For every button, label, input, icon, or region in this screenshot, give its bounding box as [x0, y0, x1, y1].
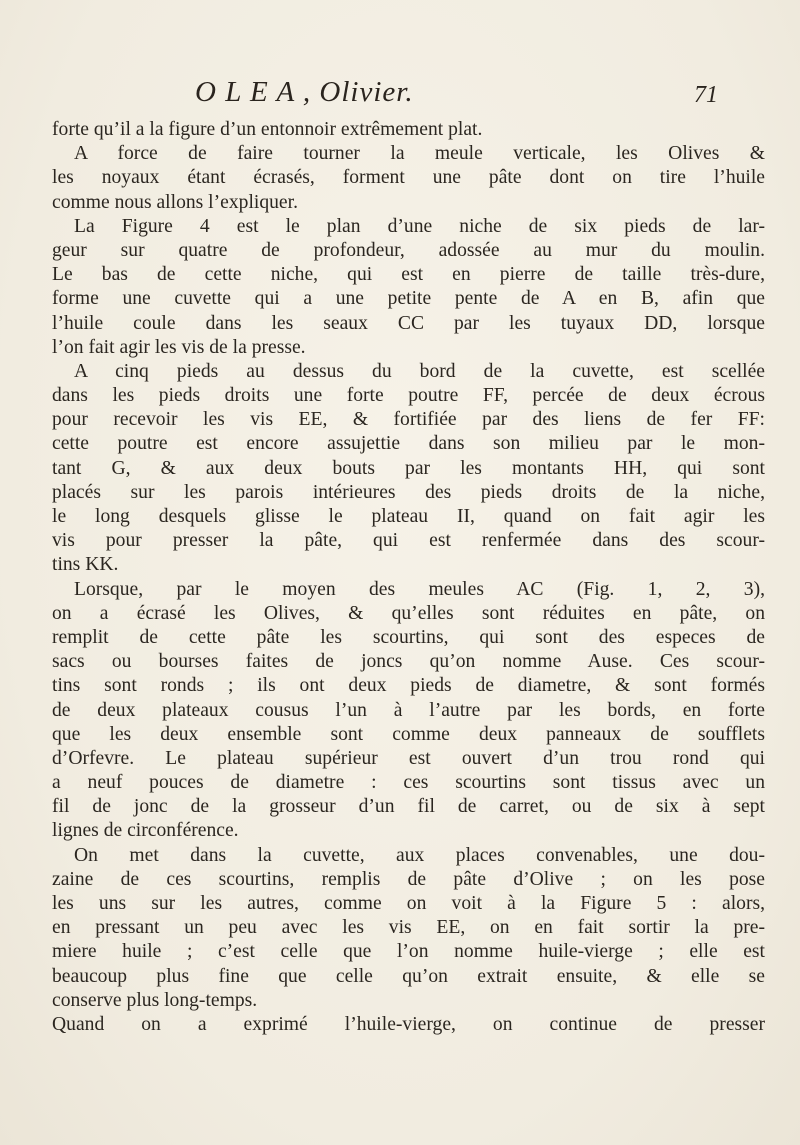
text-line: les uns sur les autres, comme on voit à la Figure 5 : alors, [52, 893, 765, 914]
text-line: conserve plus long-temps. [52, 989, 258, 1011]
text-line: forme une cuvette qui a une petite pente de A en B, afin que [52, 288, 765, 310]
text-line: lignes de circonférence. [52, 820, 239, 842]
text-line: geur sur quatre de profondeur, adossée au mur du moulin. [52, 239, 765, 261]
text-line: les noyaux étant écrasés, forment une pâte dont on tire l’huile [52, 167, 765, 189]
running-title: O L E A , Olivier. [195, 76, 414, 108]
text-line: pour recevoir les vis EE, & fortifiée par des liens de fer FF: [52, 409, 765, 431]
text-line: sacs ou bourses faites de joncs qu’on nomme Ause. Ces scour- [52, 651, 765, 673]
text-line: a neuf pouces de diametre : ces scourtins sont tissus avec un [52, 772, 765, 794]
text-line: fil de jonc de la grosseur d’un fil de carret, ou de six à sept [52, 796, 765, 818]
text-line: A force de faire tourner la meule verticale, les Olives & [74, 143, 765, 165]
text-line: zaine de ces scourtins, remplis de pâte d’Olive ; on les pose [52, 868, 765, 890]
body-text [52, 118, 765, 1037]
text-line: A cinq pieds au dessus du bord de la cuvette, est scellée [74, 360, 765, 382]
text-line: le long desquels glisse le plateau II, quand on fait agir les [52, 506, 765, 527]
text-line: Quand on a exprimé l’huile-vierge, on continue de presser [52, 1013, 765, 1035]
text-line: tant G, & aux deux bouts par les montants HH, qui sont [52, 457, 765, 479]
text-line: l’on fait agir les vis de la presse. [52, 336, 306, 358]
text-line: de deux plateaux cousus l’un à l’autre par les bords, en forte [52, 699, 765, 721]
text-line: que les deux ensemble sont comme deux panneaux de soufflets [52, 723, 765, 745]
text-line: Le bas de cette niche, qui est en pierre de taille très-dure, [52, 264, 765, 286]
text-line: d’Orfevre. Le plateau supérieur est ouvert d’un trou rond qui [52, 747, 765, 769]
text-line: dans les pieds droits une forte poutre FF, percée de deux écrous [52, 385, 765, 407]
page-header [0, 76, 800, 116]
text-line: placés sur les parois intérieures des pieds droits de la niche, [52, 481, 765, 503]
text-line: tins KK. [52, 554, 119, 576]
text-line: La Figure 4 est le plan d’une niche de six pieds de lar- [74, 215, 765, 237]
text-line: comme nous allons l’expliquer. [52, 191, 298, 213]
text-line: cette poutre est encore assujettie dans son milieu par le mon- [52, 433, 765, 455]
page-number: 71 [694, 82, 718, 108]
text-line: l’huile coule dans les seaux CC par les tuyaux DD, lorsque [52, 312, 765, 334]
text-line: vis pour presser la pâte, qui est renfermée dans des scour- [52, 530, 765, 552]
text-line: beaucoup plus fine que celle qu’on extrait ensuite, & elle se [52, 965, 765, 987]
text-line: miere huile ; c’est celle que l’on nomme huile-vierge ; elle est [52, 941, 765, 963]
text-line: tins sont ronds ; ils ont deux pieds de diametre, & sont formés [52, 675, 765, 697]
text-line: forte qu’il a la figure d’un entonnoir extrêmement plat. [52, 119, 483, 140]
text-line: On met dans la cuvette, aux places convenables, une dou- [74, 844, 765, 866]
text-line: en pressant un peu avec les vis EE, on en fait sortir la pre- [52, 917, 765, 939]
text-line: remplit de cette pâte les scourtins, qui sont des especes de [52, 626, 765, 648]
text-line: Lorsque, par le moyen des meules AC (Fig. 1, 2, 3), [74, 578, 765, 600]
text-line: on a écrasé les Olives, & qu’elles sont réduites en pâte, on [52, 602, 765, 624]
